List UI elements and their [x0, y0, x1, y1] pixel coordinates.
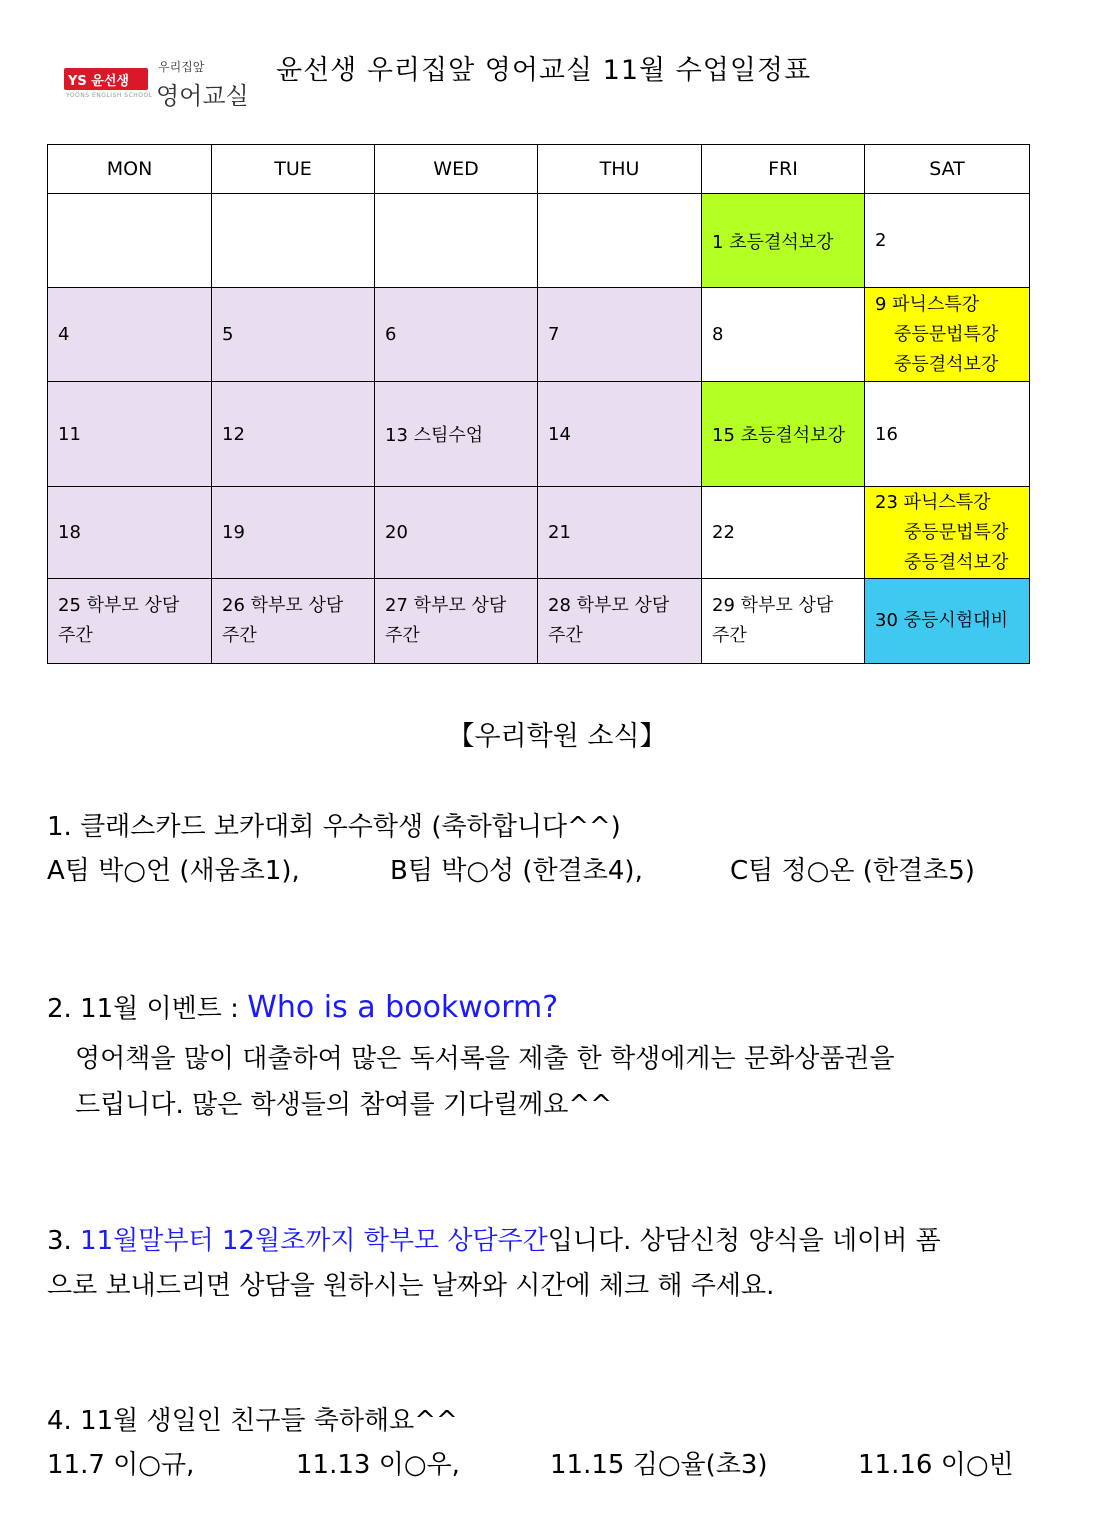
news-item-1-heading: 1. 클래스카드 보카대회 우수학생 (축하합니다^^) — [47, 812, 621, 842]
calendar-cell: 19 — [212, 487, 375, 579]
cell-line: 23 파닉스특강 — [875, 491, 991, 513]
birthday-entry: 11.13 이○우, — [296, 1450, 460, 1480]
calendar-cell: 4 — [48, 288, 212, 382]
calendar-cell: 22 — [702, 487, 865, 579]
birthday-entry: 11.7 이○규, — [47, 1450, 195, 1480]
calendar-cell: 5 — [212, 288, 375, 382]
calendar-week-1 — [48, 194, 1030, 288]
calendar-cell: 12 — [212, 382, 375, 487]
logo-big-text: 영어교실 — [156, 82, 249, 110]
schedule-calendar — [47, 144, 1030, 664]
calendar-cell: 20 — [375, 487, 538, 579]
news-item-2-heading — [47, 988, 558, 1025]
consultation-highlight: 11월말부터 12월초까지 학부모 상담주간 — [80, 1226, 548, 1256]
day-header-sat: SAT — [865, 145, 1030, 194]
calendar-cell — [48, 194, 212, 288]
calendar-week-3 — [48, 382, 1030, 487]
news-section-title: 【우리학원 소식】 — [447, 721, 667, 752]
calendar-cell — [212, 194, 375, 288]
calendar-cell: 14 — [538, 382, 702, 487]
calendar-cell: 21 — [538, 487, 702, 579]
cell-line: 주간 — [385, 625, 420, 646]
calendar-cell: 6 — [375, 288, 538, 382]
calendar-week-2 — [48, 288, 1030, 382]
calendar-cell — [865, 288, 1030, 382]
document-title: 윤선생 우리집앞 영어교실 11월 수업일정표 — [276, 55, 812, 86]
calendar-cell — [538, 194, 702, 288]
cell-line: 중등문법특강 — [904, 521, 1009, 543]
header — [64, 40, 1064, 120]
winner-a: A팀 박○언 (새움초1), — [47, 856, 300, 886]
cell-line: 주간 — [712, 625, 747, 646]
logo-mark: YS 윤선생 — [64, 68, 148, 90]
event-prefix: 2. 11월 이벤트 : — [47, 994, 248, 1024]
cell-line: 주간 — [58, 625, 93, 646]
winner-c: C팀 정○온 (한결초5) — [730, 856, 975, 886]
logo-subtitle: YOONS ENGLISH SCHOOL — [66, 92, 153, 99]
news-item-4-birthdays — [0, 1444, 1114, 1480]
winner-b: B팀 박○성 (한결초4), — [390, 856, 643, 886]
calendar-week-5 — [48, 579, 1030, 664]
calendar-cell — [375, 194, 538, 288]
cell-line: 주간 — [222, 625, 257, 646]
calendar-cell: 7 — [538, 288, 702, 382]
calendar-cell: 13 스팀수업 — [375, 382, 538, 487]
calendar-cell — [212, 579, 375, 664]
cell-line: 28 학부모 상담 — [548, 595, 670, 616]
news-item-3-line-1 — [47, 1220, 941, 1257]
news-item-3-line-2: 으로 보내드리면 상담을 원하시는 날짜와 시간에 체크 해 주세요. — [47, 1271, 775, 1301]
birthday-entry: 11.15 김○율(초3) — [550, 1450, 768, 1480]
calendar-cell: 30 중등시험대비 — [865, 579, 1030, 664]
calendar-cell: 8 — [702, 288, 865, 382]
news-item-4-heading: 4. 11월 생일인 친구들 축하해요^^ — [47, 1406, 458, 1436]
cell-line: 중등결석보강 — [894, 353, 999, 375]
cell-line: 중등문법특강 — [894, 323, 999, 345]
cell-line: 27 학부모 상담 — [385, 595, 507, 616]
cell-line: 25 학부모 상담 — [58, 595, 180, 616]
event-name: Who is a bookworm? — [247, 990, 559, 1025]
calendar-header-row — [48, 145, 1030, 194]
birthday-entry: 11.16 이○빈 — [858, 1450, 1014, 1480]
calendar-cell — [375, 579, 538, 664]
calendar-cell: 18 — [48, 487, 212, 579]
calendar-cell — [702, 579, 865, 664]
school-logo — [64, 56, 264, 116]
cell-line: 29 학부모 상담 — [712, 595, 834, 616]
item-3-prefix: 3. — [47, 1226, 81, 1256]
cell-line: 9 파닉스특강 — [875, 293, 980, 315]
day-header-mon: MON — [48, 145, 212, 194]
day-header-fri: FRI — [702, 145, 865, 194]
day-header-tue: TUE — [212, 145, 375, 194]
calendar-week-4 — [48, 487, 1030, 579]
day-header-wed: WED — [375, 145, 538, 194]
calendar-cell: 15 초등결석보강 — [702, 382, 865, 487]
calendar-cell: 11 — [48, 382, 212, 487]
cell-line: 26 학부모 상담 — [222, 595, 344, 616]
logo-small-text: 우리집앞 — [158, 60, 205, 74]
calendar-cell — [538, 579, 702, 664]
calendar-cell: 1 초등결석보강 — [702, 194, 865, 288]
calendar-cell — [865, 487, 1030, 579]
news-item-2-line-2: 드립니다. 많은 학생들의 참여를 기다릴께요^^ — [75, 1090, 612, 1120]
item-3-rest: 입니다. 상담신청 양식을 네이버 폼 — [547, 1226, 941, 1256]
day-header-thu: THU — [538, 145, 702, 194]
calendar-cell: 2 — [865, 194, 1030, 288]
calendar-cell: 16 — [865, 382, 1030, 487]
news-item-2-line-1: 영어책을 많이 대출하여 많은 독서록을 제출 한 학생에게는 문화상품권을 — [75, 1044, 895, 1074]
cell-line: 주간 — [548, 625, 583, 646]
cell-line: 중등결석보강 — [904, 551, 1009, 573]
calendar-cell — [48, 579, 212, 664]
news-item-1-winners — [0, 850, 1114, 886]
